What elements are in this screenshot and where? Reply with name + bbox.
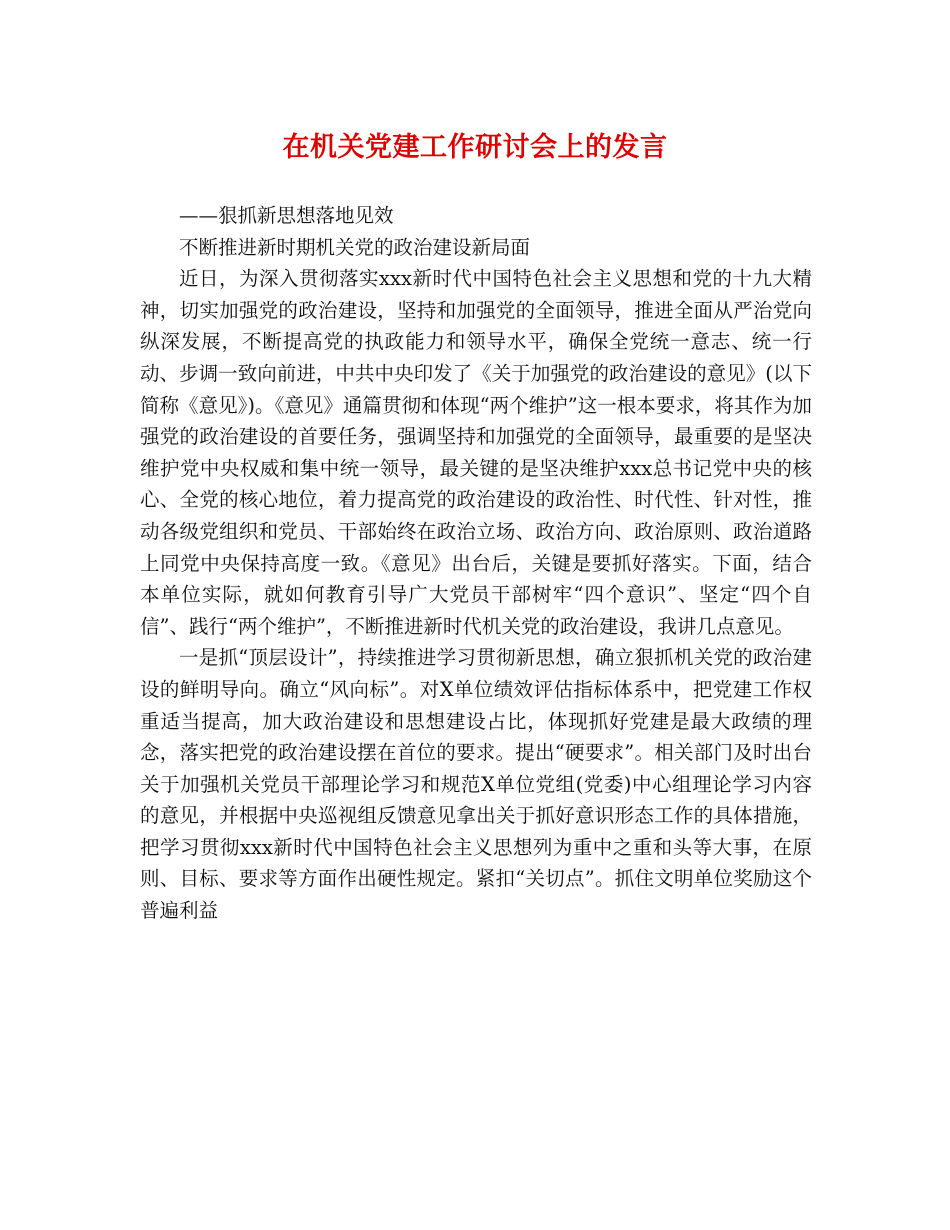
subtitle-line-2: 不断推进新时期机关党的政治建设新局面: [179, 235, 531, 259]
document-title: 在机关党建工作研讨会上的发言: [282, 132, 668, 163]
subtitle-line-1: ——狠抓新思想落地见效: [179, 204, 394, 227]
paragraph-1: 近日，为深入贯彻落实xxx新时代中国特色社会主义思想和党的十九大精神，切实加强党的政治建设，坚持和加强党的全面领导，推进全面从严治党向纵深发展，不断提高党的执政能力和领导水平，确保全党统一意志、统一行动、步调一致向前进，中共中央印发了《关于加强党的政治建设的意见》(以下简称《意见》)。《意见》通篇贯彻和体现“两个维护”这一根本要求，将其作为加强党的政治建设的首要任务，强调坚持和加强党的全面领导，最重要的是坚决维护党中央权威和集中统一领导，最关键的是坚决维护xxx总书记党中央的核心、全党的核心地位，着力提高党的政治建设的政治性、时代性、针对性，推动各级党组织和党员、干部始终在政治立场、政治方向、政治原则、政治道路上同党中央保持高度一致。《意见》出台后，关键是要抓好落实。下面，结合本单位实际，就如何教育引导广大党员干部树牢“四个意识”、坚定“四个自信”、践行“两个维护”，不断推进新时代机关党的政治建设，我讲几点意见。: [140, 267, 812, 638]
document-body: [140, 200, 812, 927]
paragraph-2: 一是抓“顶层设计”，持续推进学习贯彻新思想，确立狠抓机关党的政治建设的鲜明导向。确立“风向标”。对X单位绩效评估指标体系中，把党建工作权重适当提高，加大政治建设和思想建设占比，体现抓好党建是最大政绩的理念，落实把党的政治建设摆在首位的要求。提出“硬要求”。相关部门及时出台关于加强机关党员干部理论学习和规范X单位党组(党委)中心组理论学习内容的意见，并根据中央巡视组反馈意见拿出关于抓好意识形态工作的具体措施，把学习贯彻xxx新时代中国特色社会主义思想列为重中之重和头等大事，在原则、目标、要求等方面作出硬性规定。紧扣“关切点”。抓住文明单位奖励这个普遍利益: [140, 646, 812, 923]
